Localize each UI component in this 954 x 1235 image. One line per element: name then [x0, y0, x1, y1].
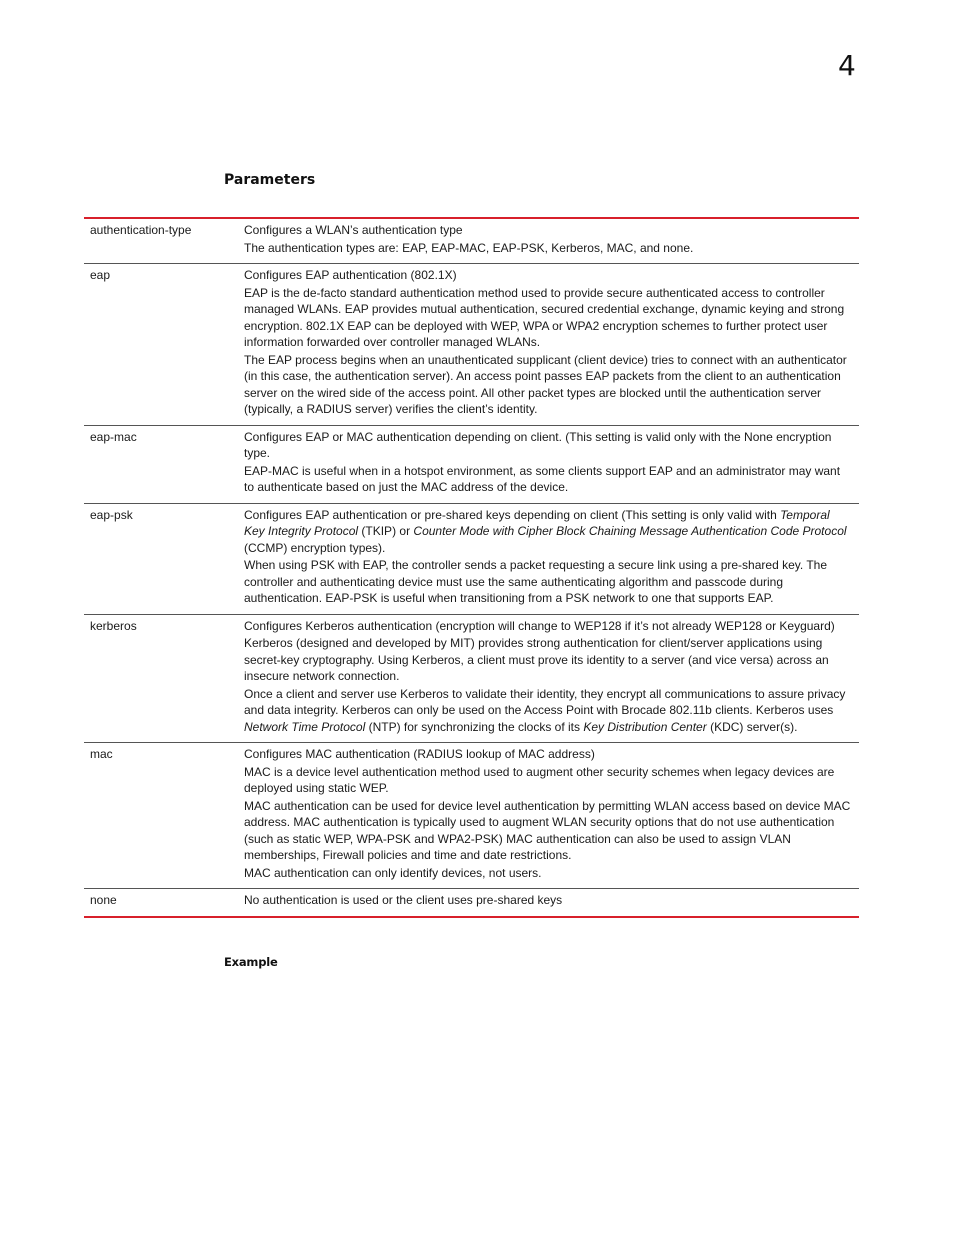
text-run: When using PSK with EAP, the controller sends a packet requesting a secure link using a pre-shared key. The controller and authenticating device must use the same authenticating algorithm and passcode during authentication. EAP-PSK is useful when transitioning from a PSK network to one that supports EAP. — [244, 558, 827, 605]
parameters-table — [84, 217, 859, 918]
italic-term: Network Time Protocol — [244, 719, 366, 734]
parameter-description — [244, 614, 859, 743]
description-paragraph — [244, 686, 853, 736]
text-run: The EAP process begins when an unauthenticated supplicant (client device) tries to connect with an authenticator (in this case, the authentication server). An access point passes EAP packets from the client to an authentication server on the wired side of the access point. All other packet types are blocked until the authentication server (typically, a RADIUS server) verifies the client’s identity. — [244, 352, 847, 416]
description-paragraph — [244, 635, 853, 685]
text-run: Configures MAC authentication (RADIUS lookup of MAC address) — [244, 747, 595, 761]
text-run: Configures EAP or MAC authentication depending on client. (This setting is valid only with the None encryption type. — [244, 429, 832, 460]
description-paragraph — [244, 746, 853, 763]
parameter-row-authentication-type — [84, 218, 859, 264]
text-run: Kerberos (designed and developed by MIT) provides strong authentication for client/server applications using secret-key cryptography. Using Kerberos, a client must prove its identity to a server (and vice versa) across an insecure network connection. — [244, 636, 829, 683]
text-run: MAC authentication can only identify devices, not users. — [244, 865, 542, 880]
parameters-table-body — [84, 218, 859, 917]
text-run: No authentication is used or the client uses pre-shared keys — [244, 893, 563, 907]
description-paragraph — [244, 892, 853, 909]
italic-term: Counter Mode with Cipher Block Chaining Message Authentication Code Protocol — [413, 524, 847, 538]
parameter-row-mac — [84, 743, 859, 889]
text-run: The authentication types are: EAP, EAP-MAC, EAP-PSK, Kerberos, MAC, and none. — [244, 240, 694, 255]
description-paragraph — [244, 240, 853, 257]
text-run: Configures Kerberos authentication (encryption will change to WEP128 if it’s not already WEP128 or Keyguard) — [244, 618, 835, 633]
parameter-name: eap-psk — [84, 503, 244, 614]
description-paragraph — [244, 429, 853, 462]
description-paragraph — [244, 865, 853, 882]
description-paragraph — [244, 267, 853, 284]
text-run: MAC authentication can be used for device level authentication by permitting WLAN access based on device MAC address. MAC authentication is typically used to augment WLAN security options that do not use authentication (such as static WEP, WPA-PSK and WPA2-PSK) MAC authentication can also be used to assign VLAN memberships, Firewall policies and time and date restrictions. — [244, 798, 851, 862]
parameter-row-eap — [84, 264, 859, 426]
text-run: Configures a WLAN’s authentication type — [244, 223, 463, 237]
description-paragraph — [244, 557, 853, 607]
parameter-name: mac — [84, 743, 244, 889]
parameter-row-eap-psk — [84, 503, 859, 614]
text-run: EAP is the de-facto standard authentication method used to provide secure authenticated access to controller managed WLANs. EAP provides mutual authentication, secured credential exchange, dynamic keying and strong encryption. 802.1X EAP can be deployed with WEP, WPA or WPA2 encryption schemes to further protect user information forwarded over controller managed WLANs. — [244, 285, 845, 349]
parameter-description — [244, 743, 859, 889]
chapter-number: 4 — [838, 49, 856, 82]
parameter-name: none — [84, 889, 244, 917]
parameter-description — [244, 503, 859, 614]
parameter-description — [244, 264, 859, 426]
parameter-description — [244, 218, 859, 264]
parameter-description — [244, 425, 859, 503]
description-paragraph — [244, 222, 853, 239]
parameter-row-kerberos — [84, 614, 859, 743]
description-paragraph — [244, 798, 853, 864]
description-paragraph — [244, 507, 853, 557]
text-run: MAC is a device level authentication method used to augment other security schemes when legacy devices are deployed using static WEP. — [244, 764, 835, 795]
parameter-description — [244, 889, 859, 917]
parameter-name: eap-mac — [84, 425, 244, 503]
text-run: (TKIP) or — [358, 524, 414, 538]
description-paragraph — [244, 352, 853, 418]
text-run: (CCMP) encryption types). — [244, 540, 386, 555]
example-heading: Example — [224, 955, 278, 969]
description-paragraph — [244, 764, 853, 797]
italic-term: Key Distribution Center — [583, 719, 707, 734]
description-paragraph — [244, 463, 853, 496]
text-run: (KDC) server(s). — [706, 719, 798, 734]
text-run: Configures EAP authentication (802.1X) — [244, 268, 457, 282]
parameter-name: authentication-type — [90, 223, 192, 237]
parameter-name: eap — [84, 264, 244, 426]
section-heading-parameters: Parameters — [224, 172, 316, 188]
parameter-row-eap-mac — [84, 425, 859, 503]
text-run: EAP-MAC is useful when in a hotspot environment, as some clients support EAP and an administrator may want to authenticate based on just the MAC address of the device. — [244, 463, 841, 494]
text-run: (NTP) for synchronizing the clocks of its — [365, 719, 584, 734]
parameter-name: kerberos — [84, 614, 244, 743]
parameter-row-none — [84, 889, 859, 917]
text-run: Once a client and server use Kerberos to validate their identity, they encrypt all communications to assure privacy and data integrity. Kerberos can only be used on the Access Point with Brocade 802.11b clients. Kerberos uses — [244, 686, 846, 717]
description-paragraph — [244, 618, 853, 635]
italic-term: Temporal Key Integrity Protocol — [244, 507, 830, 538]
text-run: Configures EAP authentication or pre-shared keys depending on client (This setting is only valid with — [244, 507, 781, 522]
description-paragraph — [244, 285, 853, 351]
